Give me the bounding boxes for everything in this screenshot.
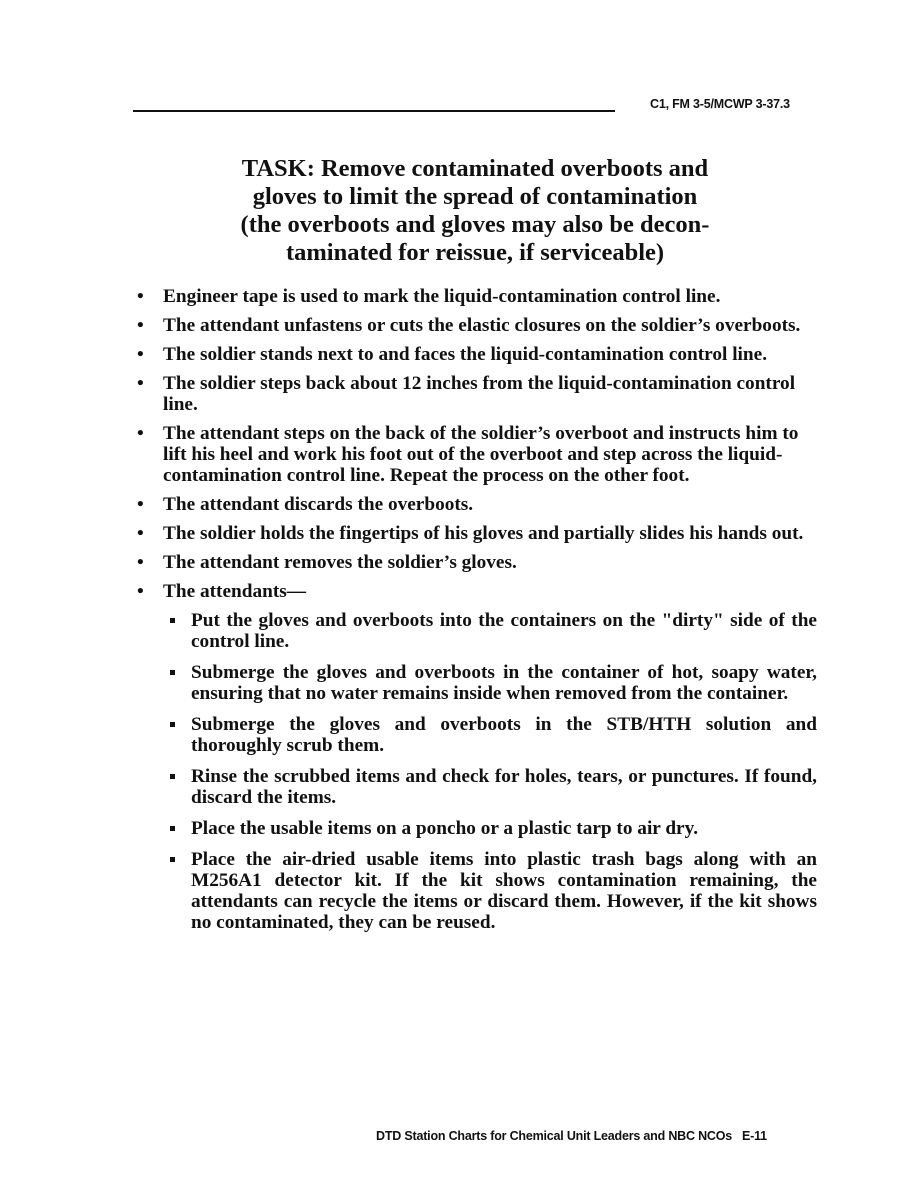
square-bullet-icon <box>170 774 175 779</box>
document-reference: C1, FM 3-5/MCWP 3-37.3 <box>650 97 790 111</box>
step-text: The soldier steps back about 12 inches from the liquid-contamination control line. <box>163 373 796 415</box>
step-item <box>137 494 817 515</box>
step-text: Engineer tape is used to mark the liquid-contamination control line. <box>163 286 721 307</box>
step-item <box>137 523 817 544</box>
bullet-icon: • <box>137 494 144 515</box>
attendant-substeps-list <box>137 610 817 933</box>
bullet-icon: • <box>137 344 144 365</box>
bullet-icon: • <box>137 523 144 544</box>
step-text: The attendant steps on the back of the soldier’s overboot and instructs him to lift his heel and work his foot out of the overboot and step across the liquid-contamination control line. Repeat the process on the other foot. <box>163 423 799 486</box>
step-item <box>137 344 817 365</box>
bullet-icon: • <box>137 552 144 573</box>
task-title-line: gloves to limit the spread of contamination <box>252 183 698 210</box>
task-title <box>150 155 800 267</box>
square-bullet-icon <box>170 722 175 727</box>
step-item <box>137 286 817 307</box>
substep-item <box>137 714 817 756</box>
substep-text: Submerge the gloves and overboots in the STB/HTH solution and thoroughly scrub them. <box>191 714 817 756</box>
square-bullet-icon <box>170 618 175 623</box>
task-title-line: (the overboots and gloves may also be decon- <box>240 211 710 238</box>
substep-item <box>137 662 817 704</box>
square-bullet-icon <box>170 670 175 675</box>
substep-item <box>137 849 817 933</box>
step-item <box>137 373 817 415</box>
bullet-icon: • <box>137 315 144 336</box>
square-bullet-icon <box>170 857 175 862</box>
bullet-icon: • <box>137 581 144 602</box>
step-item <box>137 581 817 602</box>
substep-item <box>137 766 817 808</box>
task-title-line: TASK: Remove contaminated overboots and <box>241 155 709 182</box>
step-text: The attendants— <box>163 581 307 602</box>
step-text: The attendant discards the overboots. <box>163 494 474 515</box>
header-rule <box>133 110 615 112</box>
substep-text: Place the air-dried usable items into plastic trash bags along with an M256A1 detector kit. If the kit shows contamination remaining, the attendants can recycle the items or discard them. However, if the kit shows no contaminated, they can be reused. <box>191 849 817 933</box>
substep-item <box>137 818 817 839</box>
page-number: E-11 <box>742 1129 767 1143</box>
step-item <box>137 552 817 573</box>
task-title-line: taminated for reissue, if serviceable) <box>285 239 665 266</box>
footer-title: DTD Station Charts for Chemical Unit Leaders and NBC NCOs <box>376 1129 733 1143</box>
step-text: The soldier stands next to and faces the liquid-contamination control line. <box>163 344 768 365</box>
substep-text: Rinse the scrubbed items and check for holes, tears, or punctures. If found, discard the items. <box>191 766 817 808</box>
steps-list <box>137 286 817 943</box>
substep-text: Place the usable items on a poncho or a plastic tarp to air dry. <box>191 818 699 839</box>
step-text: The attendant unfastens or cuts the elastic closures on the soldier’s overboots. <box>163 315 801 336</box>
step-item <box>137 315 817 336</box>
bullet-icon: • <box>137 423 144 444</box>
substep-text: Submerge the gloves and overboots in the container of hot, soapy water, ensuring that no water remains inside when removed from the container. <box>191 662 817 704</box>
page-footer <box>376 1129 767 1143</box>
bullet-icon: • <box>137 373 144 394</box>
step-text: The attendant removes the soldier’s gloves. <box>163 552 517 573</box>
step-text: The soldier holds the fingertips of his gloves and partially slides his hands out. <box>163 523 804 544</box>
bullet-icon: • <box>137 286 144 307</box>
substep-text: Put the gloves and overboots into the containers on the "dirty" side of the control line. <box>191 610 817 652</box>
substep-item <box>137 610 817 652</box>
square-bullet-icon <box>170 826 175 831</box>
step-item <box>137 423 817 486</box>
